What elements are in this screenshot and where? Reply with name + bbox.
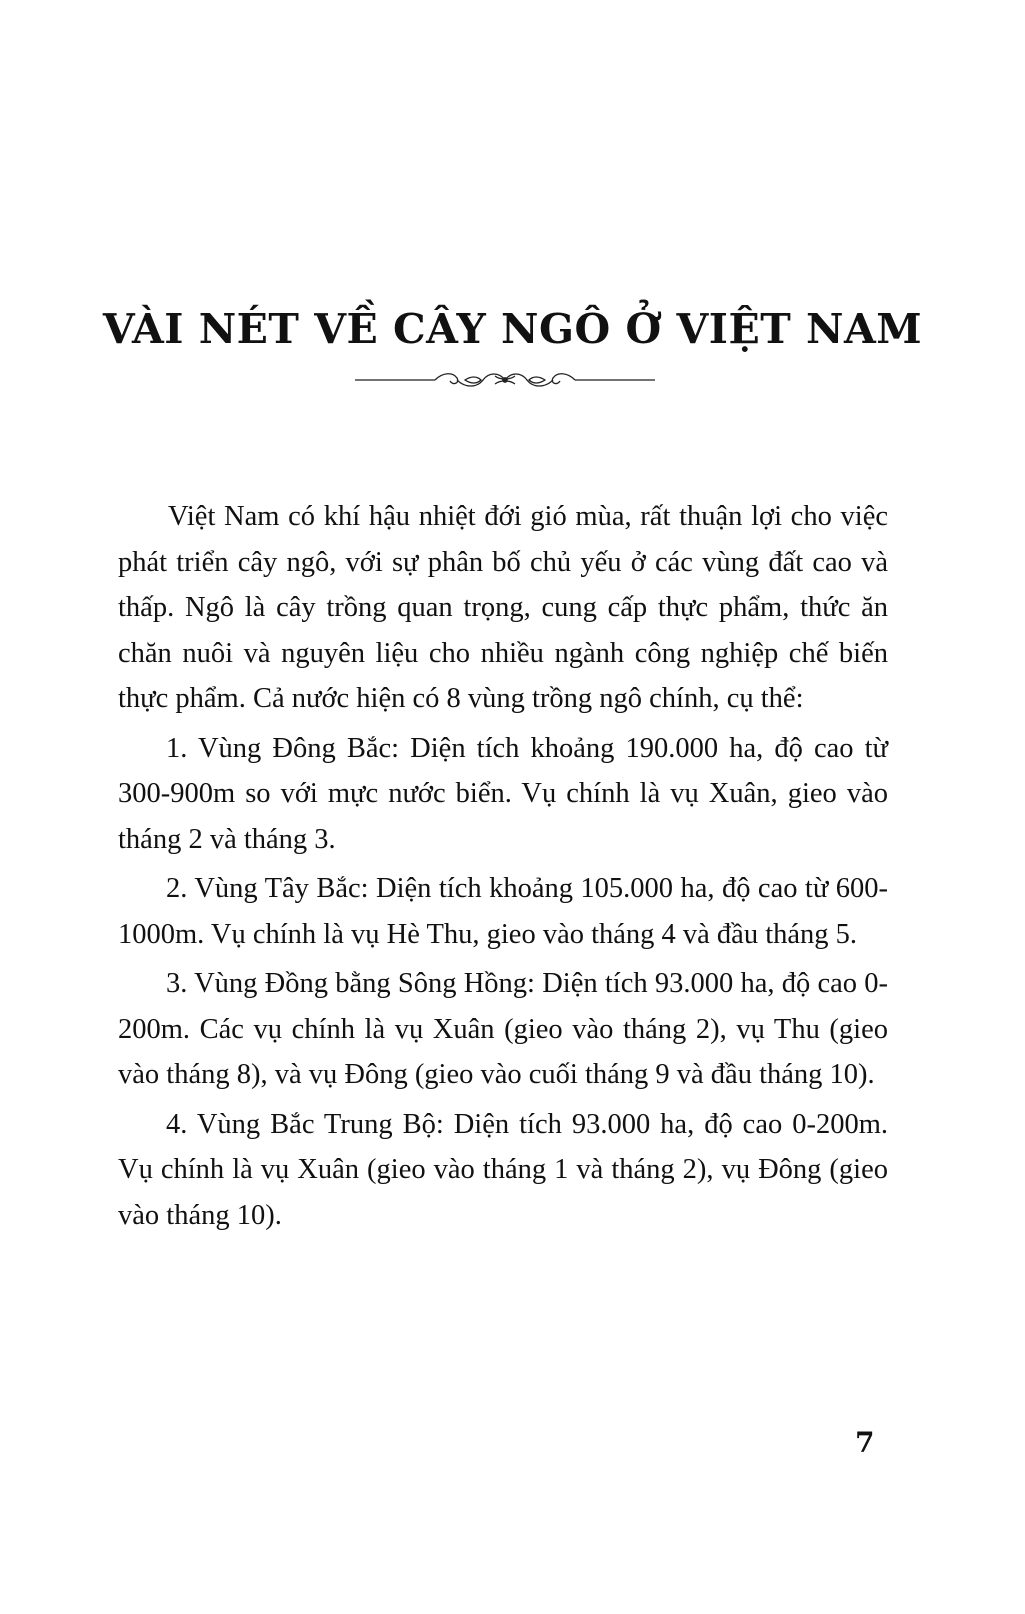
list-item: 3. Vùng Đồng bằng Sông Hồng: Diện tích 93.000 ha, độ cao 0-200m. Các vụ chính là vụ Xuân (gieo vào tháng 2), vụ Thu (gieo vào tháng 8), và vụ Đông (gieo vào cuối tháng 9 và đầu tháng 10). <box>118 968 888 1090</box>
page-number: 7 <box>855 1426 875 1459</box>
chapter-title: VÀI NÉT VỀ CÂY NGÔ Ở VIỆT NAM <box>102 305 923 353</box>
intro-paragraph: Việt Nam có khí hậu nhiệt đới gió mùa, rất thuận lợi cho việc phát triển cây ngô, với sự phân bố chủ yếu ở các vùng đất cao và thấp. Ngô là cây trồng quan trọng, cung cấp thực phẩm, thức ăn chăn nuôi và nguyên liệu cho nhiều ngành công nghiệp chế biến thực phẩm. Cả nước hiện có 8 vùng trồng ngô chính, cụ thể: <box>118 501 888 714</box>
list-item: 1. Vùng Đông Bắc: Diện tích khoảng 190.000 ha, độ cao từ 300-900m so với mực nước biển. Vụ chính là vụ Xuân, gieo vào tháng 2 và tháng 3. <box>118 732 888 855</box>
body-text <box>118 494 888 1238</box>
list-item: 4. Vùng Bắc Trung Bộ: Diện tích 93.000 ha, độ cao 0-200m. Vụ chính là vụ Xuân (gieo vào tháng 1 và tháng 2), vụ Đông (gieo vào tháng 10). <box>118 1108 888 1231</box>
list-item: 2. Vùng Tây Bắc: Diện tích khoảng 105.000 ha, độ cao từ 600-1000m. Vụ chính là vụ Hè Thu, gieo vào tháng 4 và đầu tháng 5. <box>118 873 888 950</box>
flourish-divider-icon <box>355 368 655 392</box>
